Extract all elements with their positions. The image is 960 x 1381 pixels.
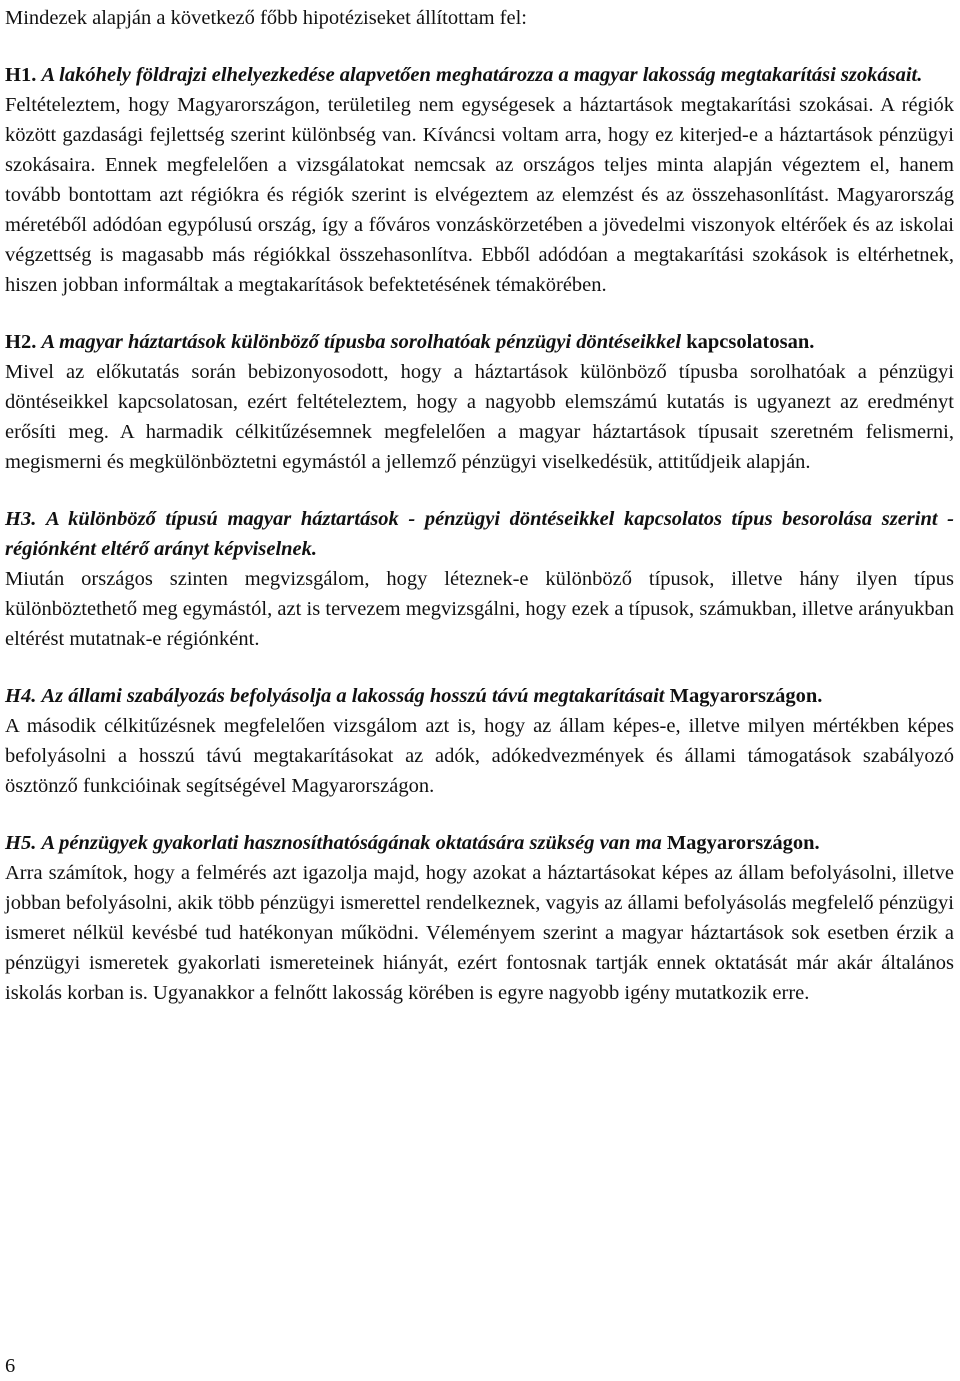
hypothesis-h5-title: A pénzügyek gyakorlati hasznosíthatóságának oktatására szükség van ma — [41, 832, 662, 854]
hypothesis-h2 — [5, 327, 954, 477]
hypothesis-h1 — [5, 60, 954, 300]
hypothesis-h1-id: H1. — [5, 64, 37, 86]
hypothesis-h1-title: A lakóhely földrajzi elhelyezkedése alapvetően meghatározza a magyar lakosság megtakarítási szokásait. — [41, 64, 923, 86]
hypothesis-h2-heading — [5, 327, 954, 357]
hypothesis-h2-body: Mivel az előkutatás során bebizonyosodott, hogy a háztartások különböző típusba sorolhatóak a pénzügyi döntéseikkel kapcsolatosan, ezért feltételeztem, hogy a nagyobb elemszámú kutatás is ugyanezt az eredményt erősíti meg. A harmadik célkitűzésemnek megfelelően a magyar háztartások típusait szeretném felismerni, megismerni és megkülönböztetni egymástól a jellemző pénzügyi viselkedésük, attitűdjeik alapján. — [5, 361, 954, 473]
hypothesis-h2-title-end: kapcsolatosan. — [686, 331, 815, 353]
hypothesis-h4-id: H4. — [5, 685, 37, 707]
hypothesis-h5-id: H5. — [5, 832, 37, 854]
hypothesis-h3-id: H3. — [5, 508, 37, 530]
hypothesis-h2-title: A magyar háztartások különböző típusba sorolhatóak pénzügyi döntéseikkel — [41, 331, 682, 353]
hypothesis-h4-title-end: Magyarországon. — [669, 685, 823, 707]
hypothesis-h3-body: Miután országos szinten megvizsgálom, hogy léteznek-e különböző típusok, illetve hány ilyen típus különböztethető meg egymástól, azt is tervezem megvizsgálni, hogy ezek a típusok, számukban, illetve arányukban eltérést mutatnak-e régiónként. — [5, 568, 954, 650]
hypothesis-h4-heading — [5, 681, 954, 711]
hypothesis-h5-body: Arra számítok, hogy a felmérés azt igazolja majd, hogy azokat a háztartásokat képes az állam befolyásolni, illetve jobban befolyásolni, akik több pénzügyi ismerettel rendelkeznek, vagyis az állami befolyásolás megfelelő pénzügyi ismeret nélkül kevésbé tud hatékonyan működni. Véleményem szerint a magyar háztartások sok esetben érzik a pénzügyi ismeretek gyakorlati ismereteinek hiányát, ezért fontosnak tartják ennek oktatását már akár általános iskolás korban is. Ugyanakkor a felnőtt lakosság körében is egyre nagyobb igény mutatkozik erre. — [5, 862, 954, 1004]
page-number: 6 — [5, 1355, 16, 1377]
hypothesis-h5-heading — [5, 828, 954, 858]
hypothesis-h1-body: Feltételeztem, hogy Magyarországon, területileg nem egységesek a háztartások megtakarítási szokásai. A régiók között gazdasági fejlettség szerint különbség van. Kíváncsi voltam arra, hogy ez kiterjed-e a háztartások pénzügyi szokásaira. Ennek megfelelően a vizsgálatokat nemcsak az országos teljes minta alapján végeztem el, hanem tovább bontottam azt régiókra és régiók szerint is elvégeztem az elemzést és az összehasonlítást. Magyarország méretéből adódóan egypólusú ország, így a főváros vonzáskörzetében a jövedelmi viszonyok eltérőek és az iskolai végzettség is magasabb más régiókkal összehasonlítva. Ebből adódóan a megtakarítási szokások is eltérhetnek, hiszen jobban informáltak a megtakarítások befektetésének témakörében. — [5, 94, 954, 296]
hypothesis-h3 — [5, 504, 954, 654]
hypothesis-h4 — [5, 681, 954, 801]
hypothesis-h3-heading — [5, 504, 954, 564]
hypothesis-h4-body: A második célkitűzésnek megfelelően vizsgálom azt is, hogy az állam képes-e, illetve milyen mértékben képes befolyásolni a hosszú távú megtakarításokat az adók, adókedvezmények és állami támogatások szabályozó ösztönző funkcióinak segítségével Magyarországon. — [5, 715, 954, 797]
hypothesis-h3-title: A különböző típusú magyar háztartások - pénzügyi döntéseikkel kapcsolatos típus besorolása szerint - régiónként eltérő arányt képviselnek. — [5, 508, 955, 560]
hypothesis-h2-id: H2. — [5, 331, 37, 353]
hypothesis-h5 — [5, 828, 954, 1008]
document-page — [5, 0, 954, 1008]
hypothesis-h4-title: Az állami szabályozás befolyásolja a lakosság hosszú távú megtakarításait — [41, 685, 665, 707]
intro-sentence: Mindezek alapján a következő főbb hipotéziseket állítottam fel: — [5, 7, 527, 29]
hypothesis-h1-heading — [5, 60, 954, 90]
hypothesis-h5-title-end: Magyarországon. — [666, 832, 820, 854]
